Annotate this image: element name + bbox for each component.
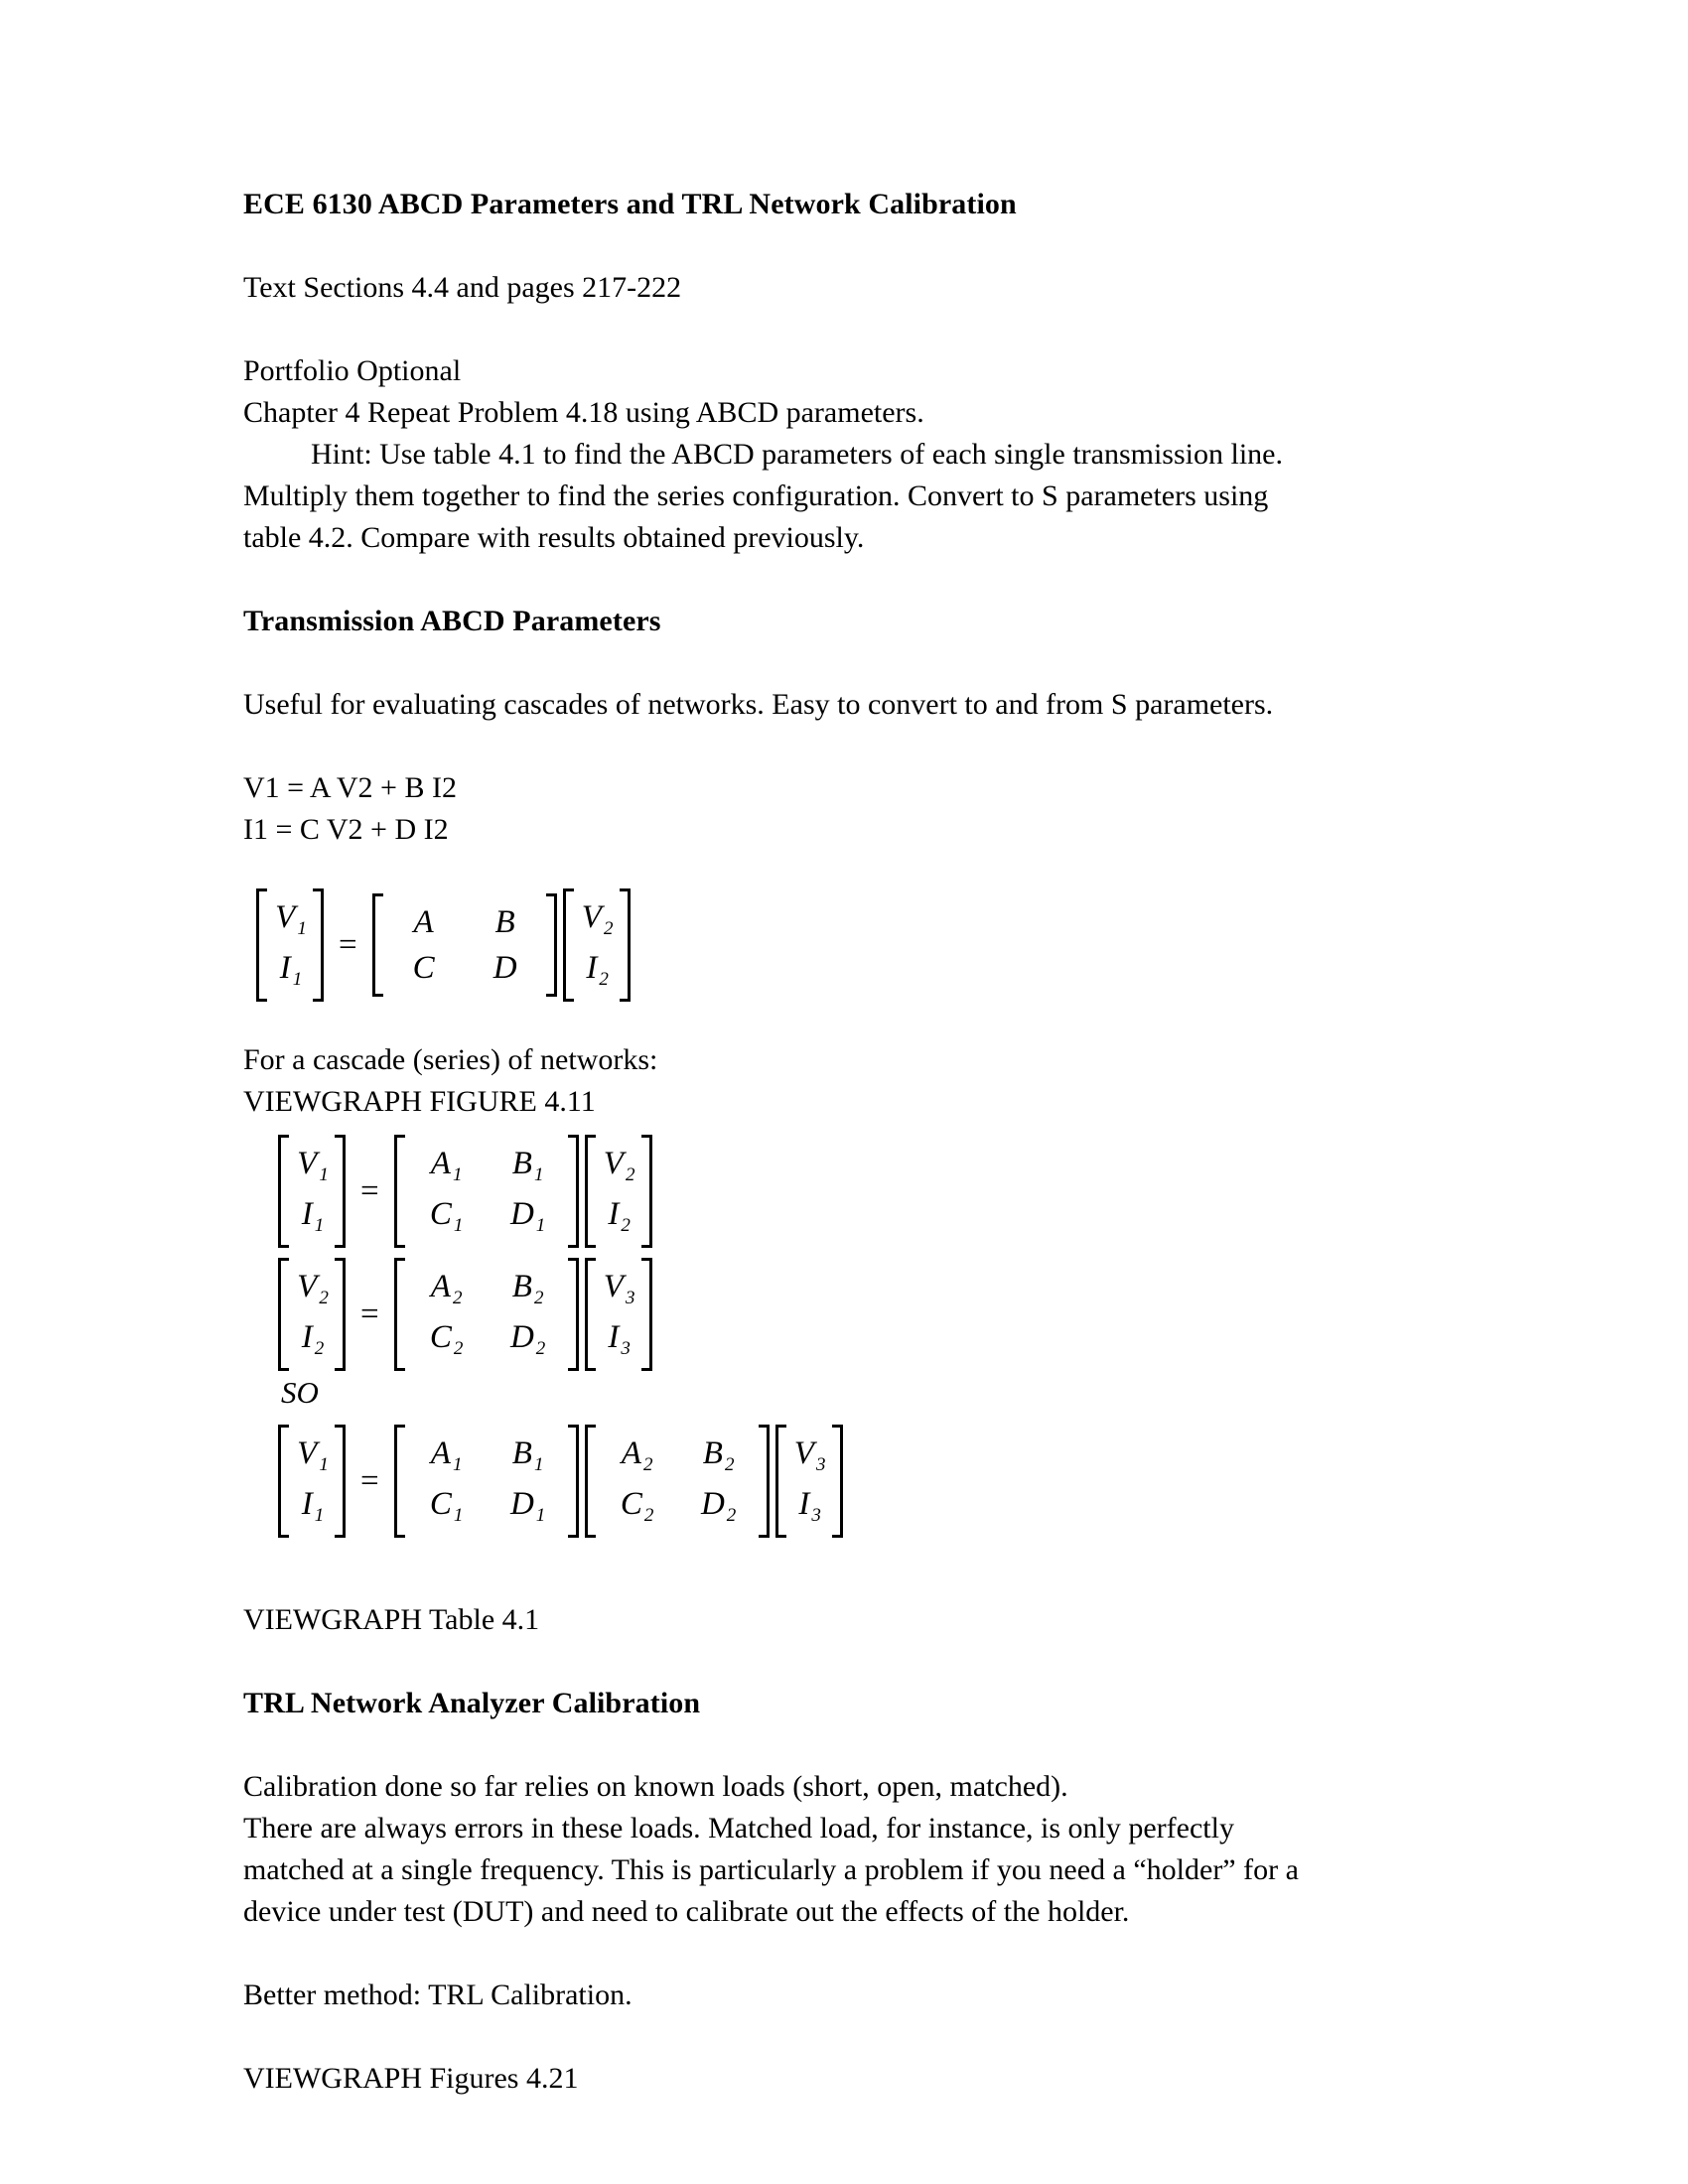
cell-a2: A $_2$	[621, 1435, 653, 1475]
spacer	[243, 726, 1445, 767]
matrix-cells	[289, 1258, 335, 1371]
trl-line-3: matched at a single frequency. This is particularly a problem if you need a “holder” for a	[243, 1853, 1299, 1886]
spacer	[243, 225, 1445, 267]
bracket-left-icon	[278, 1425, 289, 1538]
matrix-lhs-vector	[275, 1425, 349, 1538]
section-heading-trl: TRL Network Analyzer Calibration	[243, 1687, 701, 1719]
matrix-cells	[383, 893, 546, 997]
cell-i1: I $_1$	[301, 1196, 325, 1236]
cell-d1: D $_1$	[509, 1486, 546, 1526]
equals-sign: =	[360, 1296, 379, 1332]
cell-b1: B $_1$	[511, 1435, 544, 1475]
matrix-cells	[596, 1258, 641, 1371]
bracket-right-icon	[759, 1425, 770, 1538]
bracket-left-icon	[394, 1425, 405, 1538]
matrix-rhs-vector	[773, 1425, 846, 1538]
cell-b: B	[494, 904, 515, 940]
cell-b2: B $_2$	[702, 1435, 735, 1475]
trl-line-4: device under test (DUT) and need to calibrate out the effects of the holder.	[243, 1895, 1130, 1928]
cell-c1: C $_1$	[429, 1486, 464, 1526]
viewgraph-figures-line: VIEWGRAPH Figures 4.21	[243, 2062, 579, 2095]
matrix-cells	[405, 1258, 568, 1371]
page-title: ECE 6130 ABCD Parameters and TRL Network Calibration	[243, 188, 1017, 220]
cell-a1: A $_1$	[430, 1435, 463, 1475]
spacer	[243, 1123, 1445, 1135]
spacer	[243, 1002, 1445, 1039]
equation-i1-text: I1 = C V2 + D I2	[243, 813, 449, 846]
bracket-right-icon	[641, 1258, 652, 1371]
cell-d2: D $_2$	[700, 1486, 737, 1526]
matrix-cells	[596, 1425, 759, 1538]
matrix-abcd-2	[391, 1258, 582, 1371]
bracket-left-icon	[394, 1258, 405, 1371]
cell-a2: A $_2$	[430, 1269, 463, 1308]
spacer	[243, 1248, 1445, 1258]
cell-c2: C $_2$	[620, 1486, 654, 1526]
cell-i2: I $_2$	[608, 1196, 631, 1236]
bracket-left-icon	[585, 1258, 596, 1371]
bracket-right-icon	[832, 1425, 843, 1538]
matrix-abcd-2	[582, 1425, 773, 1538]
viewgraph-table-line: VIEWGRAPH Table 4.1	[243, 1603, 540, 1636]
matrix-cells	[289, 1135, 335, 1248]
matrix-cells	[786, 1425, 832, 1538]
bracket-right-icon	[568, 1425, 579, 1538]
matrix-cells	[596, 1135, 641, 1248]
better-method-line: Better method: TRL Calibration.	[243, 1979, 633, 2011]
matrix-lhs-vector	[253, 888, 327, 1002]
spacer	[243, 1415, 1445, 1425]
matrix-equation-cascade-product	[275, 1425, 1445, 1538]
cell-v3: V $_3$	[793, 1435, 826, 1475]
matrix-abcd	[369, 893, 560, 997]
equals-sign: =	[360, 1172, 379, 1209]
spacer	[243, 1579, 1445, 1599]
cell-i1: I $_1$	[279, 950, 303, 990]
cell-i2: I $_2$	[586, 950, 609, 990]
cell-c2: C $_2$	[429, 1319, 464, 1359]
bracket-right-icon	[641, 1135, 652, 1248]
bracket-left-icon	[278, 1258, 289, 1371]
cell-d: D	[492, 950, 517, 986]
bracket-right-icon	[335, 1135, 346, 1248]
cell-c1: C $_1$	[429, 1196, 464, 1236]
bracket-left-icon	[585, 1135, 596, 1248]
portfolio-label: Portfolio Optional	[243, 354, 462, 387]
bracket-left-icon	[372, 893, 383, 997]
cascade-intro-line: For a cascade (series) of networks:	[243, 1043, 658, 1076]
matrix-equation-cascade-2	[275, 1258, 1445, 1371]
bracket-left-icon	[256, 888, 267, 1002]
section-heading-abcd: Transmission ABCD Parameters	[243, 605, 661, 637]
abcd-intro-text: Useful for evaluating cascades of networks. Easy to convert to and from S parameters.	[243, 688, 1274, 721]
equals-sign: =	[339, 926, 357, 963]
matrix-rhs-vector	[560, 888, 633, 1002]
viewgraph-figure-line: VIEWGRAPH FIGURE 4.11	[243, 1085, 596, 1118]
trl-line-2: There are always errors in these loads. Matched load, for instance, is only perfectly	[243, 1812, 1234, 1844]
cell-b2: B $_2$	[511, 1269, 544, 1308]
cell-c: C	[412, 950, 435, 986]
cell-v1: V $_1$	[297, 1146, 329, 1185]
cell-v1: V $_1$	[275, 899, 307, 939]
matrix-equation-basic	[253, 888, 1445, 1002]
cell-v3: V $_3$	[603, 1269, 635, 1308]
matrix-cells	[574, 888, 620, 1002]
spacer	[243, 642, 1445, 684]
matrix-abcd-1	[391, 1425, 582, 1538]
bracket-left-icon	[394, 1135, 405, 1248]
bracket-left-icon	[775, 1425, 786, 1538]
spacer	[243, 1933, 1445, 1975]
matrix-cells	[289, 1425, 335, 1538]
document-body	[243, 184, 1445, 2100]
cell-a1: A $_1$	[430, 1146, 463, 1185]
matrix-abcd-1	[391, 1135, 582, 1248]
spacer	[243, 559, 1445, 601]
spacer	[243, 309, 1445, 350]
cell-d2: D $_2$	[509, 1319, 546, 1359]
so-label: SO	[281, 1375, 319, 1410]
bracket-right-icon	[568, 1135, 579, 1248]
spacer	[243, 851, 1445, 888]
assignment-line: Chapter 4 Repeat Problem 4.18 using ABCD parameters.	[243, 396, 924, 429]
spacer	[243, 1538, 1445, 1579]
cell-a: A	[413, 904, 434, 940]
matrix-rhs-vector	[582, 1258, 655, 1371]
reading-assignment-line: Text Sections 4.4 and pages 217-222	[243, 271, 682, 304]
matrix-cells	[405, 1425, 568, 1538]
cell-i3: I $_3$	[798, 1486, 821, 1526]
hint-continuation-line-2: table 4.2. Compare with results obtained previously.	[243, 521, 865, 554]
matrix-rhs-vector	[582, 1135, 655, 1248]
matrix-lhs-vector	[275, 1258, 349, 1371]
bracket-left-icon	[563, 888, 574, 1002]
cell-i2: I $_2$	[301, 1319, 325, 1359]
hint-continuation-line-1: Multiply them together to find the series configuration. Convert to S parameters using	[243, 479, 1269, 512]
spacer	[243, 1724, 1445, 1766]
cell-v1: V $_1$	[297, 1435, 329, 1475]
equation-v1-text: V1 = A V2 + B I2	[243, 771, 457, 804]
cell-b1: B $_1$	[511, 1146, 544, 1185]
matrix-lhs-vector	[275, 1135, 349, 1248]
hint-text: Hint: Use table 4.1 to find the ABCD parameters of each single transmission line.	[311, 438, 1283, 471]
cell-i1: I $_1$	[301, 1486, 325, 1526]
spacer	[243, 1641, 1445, 1683]
bracket-right-icon	[546, 893, 557, 997]
bracket-left-icon	[585, 1425, 596, 1538]
cell-v2: V $_2$	[297, 1269, 329, 1308]
cell-v2: V $_2$	[603, 1146, 635, 1185]
matrix-cells	[405, 1135, 568, 1248]
cell-d1: D $_1$	[509, 1196, 546, 1236]
matrix-equation-cascade-1	[275, 1135, 1445, 1248]
cell-v2: V $_2$	[581, 899, 614, 939]
spacer	[243, 2016, 1445, 2058]
bracket-right-icon	[313, 888, 324, 1002]
matrix-cells	[267, 888, 313, 1002]
bracket-right-icon	[335, 1258, 346, 1371]
trl-line-1: Calibration done so far relies on known loads (short, open, matched).	[243, 1770, 1068, 1803]
hint-line	[243, 434, 1445, 476]
equals-sign: =	[360, 1462, 379, 1499]
bracket-left-icon	[278, 1135, 289, 1248]
cell-i3: I $_3$	[608, 1319, 631, 1359]
bracket-right-icon	[568, 1258, 579, 1371]
bracket-right-icon	[620, 888, 631, 1002]
bracket-right-icon	[335, 1425, 346, 1538]
